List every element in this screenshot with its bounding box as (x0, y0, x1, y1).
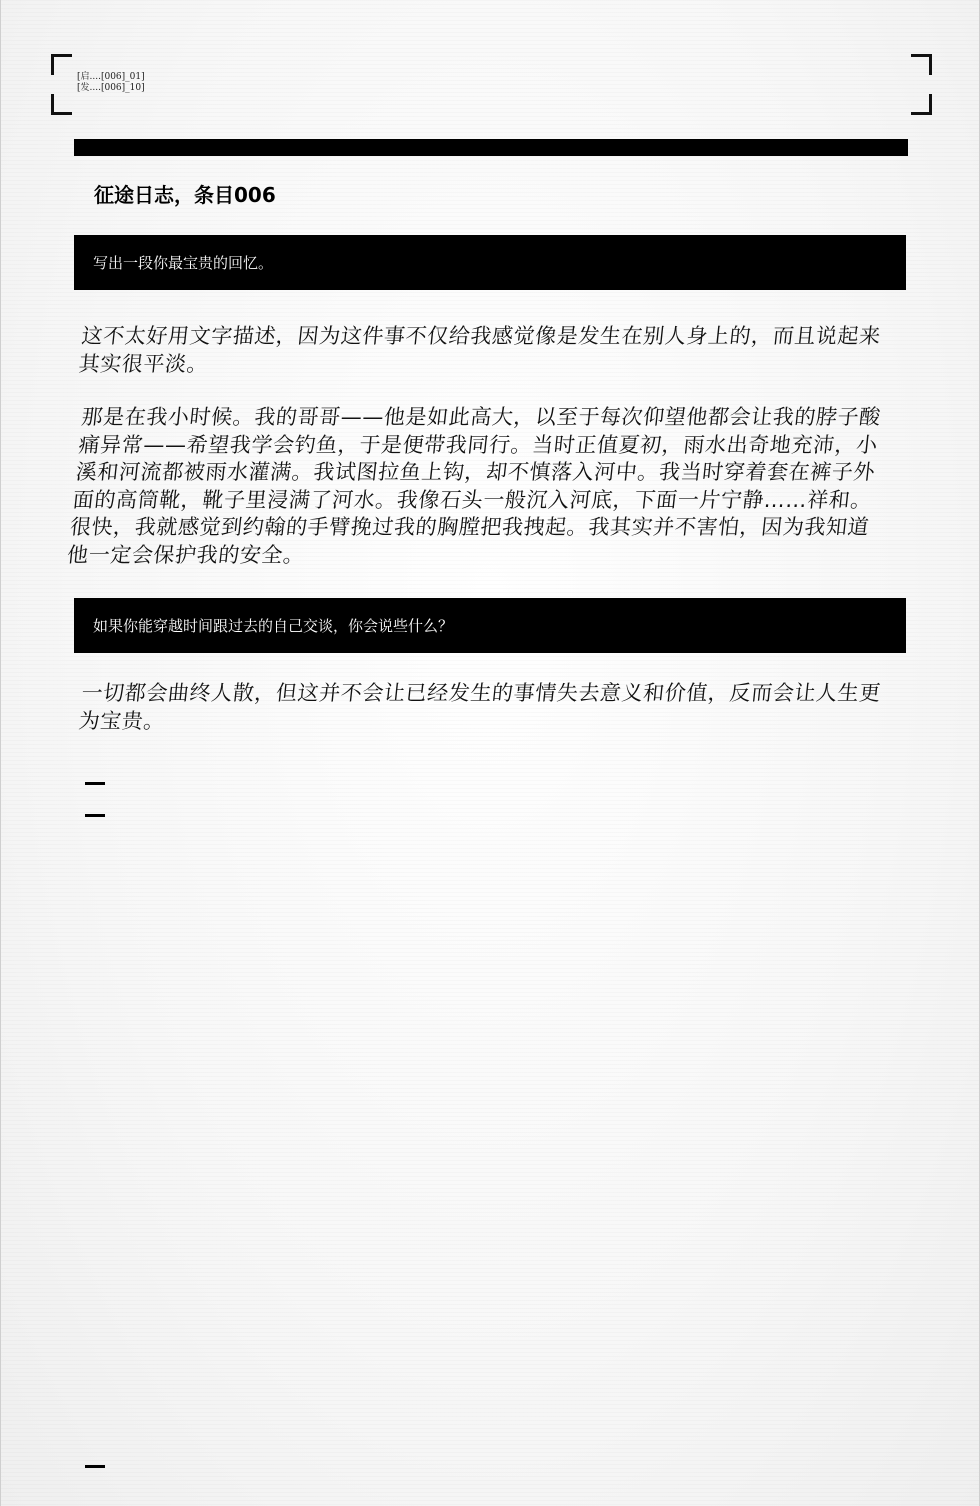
question-text: 写出一段你最宝贵的回忆。 (93, 254, 274, 272)
question-bar-1 (74, 235, 906, 290)
entry-code-end: [发....[006]_10] (77, 83, 145, 93)
frame-corner-top-right (911, 54, 932, 75)
frame-corner-bottom-right (911, 94, 932, 115)
blank-line-marker (85, 782, 105, 785)
entry-codes (77, 72, 145, 94)
header-bar (74, 139, 908, 156)
entry-code-start: [启....[006]_01] (77, 72, 145, 82)
frame-corner-bottom-left (51, 94, 72, 115)
answer-paragraph: 一切都会曲终人散，但这并不会让已经发生的事情失去意义和价值，反而会让人生更为宝贵。 (77, 681, 883, 733)
question-bar-2 (74, 598, 906, 653)
answer-paragraph: 这不太好用文字描述，因为这件事不仅给我感觉像是发生在别人身上的，而且说起来其实很平淡。 (77, 324, 883, 376)
footer-marker (85, 1465, 105, 1468)
question-text: 如果你能穿越时间跟过去的自己交谈，你会说些什么？ (93, 617, 454, 635)
page-title: 征途日志，条目006 (94, 183, 276, 207)
frame-corner-top-left (51, 54, 72, 75)
blank-line-marker (85, 814, 105, 817)
answer-paragraph: 那是在我小时候。我的哥哥——他是如此高大，以至于每次仰望他都会让我的脖子酸痛异常——希望我学会钓鱼，于是便带我同行。当时正值夏初，雨水出奇地充沛，小溪和河流都被雨水灌满。我试图拉鱼上钩，却不慎落入河中。我当时穿着套在裤子外面的高筒靴，靴子里浸满了河水。我像石头一般沉入河底，下面一片宁静……祥和。很快，我就感觉到约翰的手臂挽过我的胸膛把我拽起。我其实并不害怕，因为我知道他一定会保护我的安全。 (65, 405, 883, 567)
